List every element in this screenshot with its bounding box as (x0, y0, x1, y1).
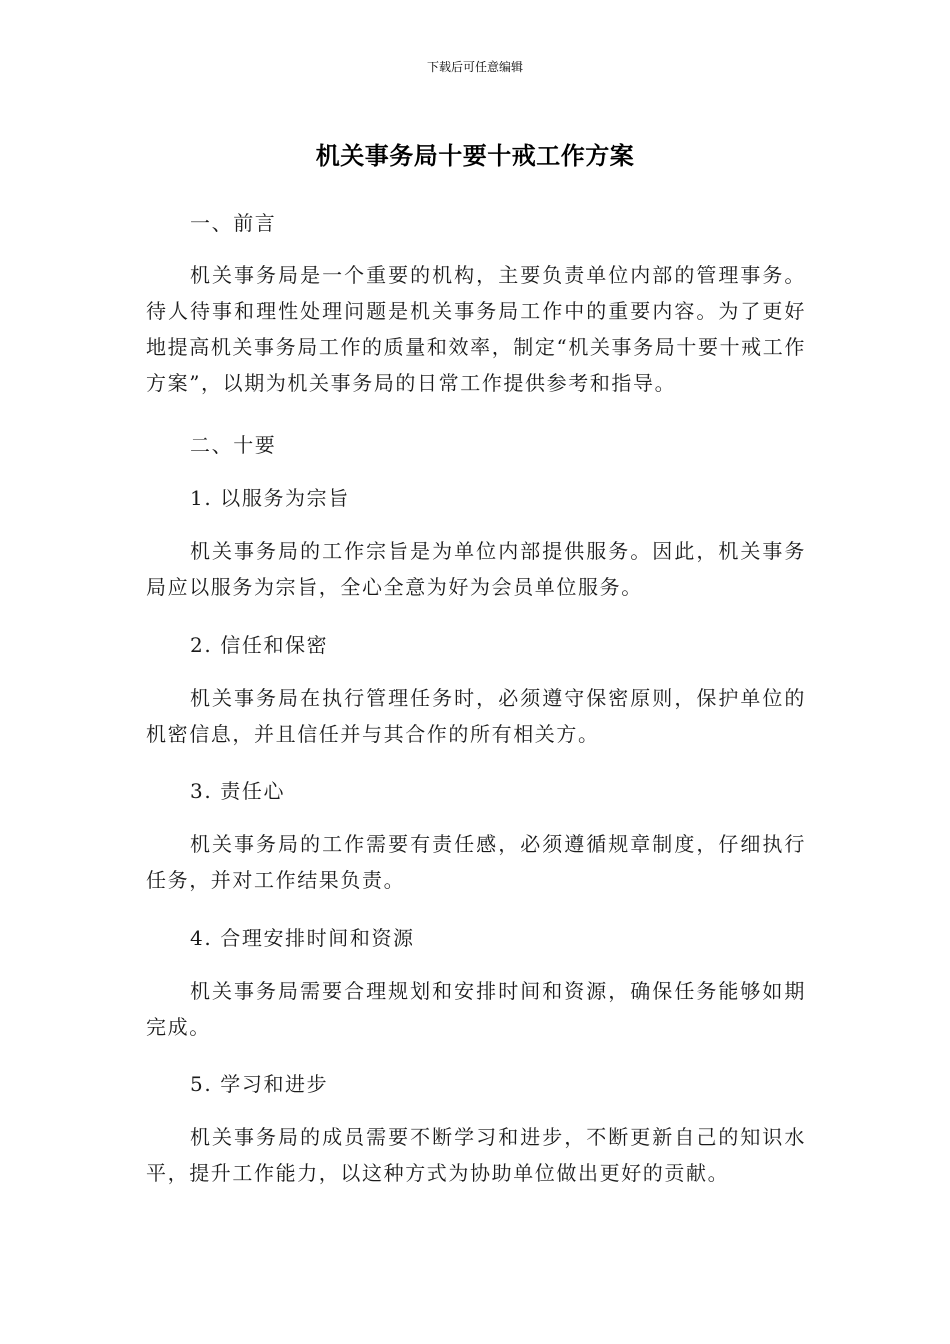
header-note: 下载后可任意编辑 (426, 60, 523, 74)
item-heading-1: 1. 以服务为宗旨 (190, 486, 350, 510)
item-paragraph-4: 机关事务局需要合理规划和安排时间和资源，确保任务能够如期完成。 (146, 979, 806, 1039)
section-heading-preface: 一、前言 (190, 211, 277, 235)
document-title: 机关事务局十要十戒工作方案 (315, 142, 635, 170)
item-heading-2: 2. 信任和保密 (190, 633, 329, 657)
item-heading-5: 5. 学习和进步 (190, 1072, 329, 1096)
item-heading-3: 3. 责任心 (190, 779, 286, 803)
item-paragraph-5: 机关事务局的成员需要不断学习和进步，不断更新自己的知识水平，提升工作能力，以这种方式为协助单位做出更好的贡献。 (146, 1125, 806, 1185)
item-heading-4: 4. 合理安排时间和资源 (190, 926, 415, 950)
item-paragraph-1: 机关事务局的工作宗旨是为单位内部提供服务。因此，机关事务局应以服务为宗旨，全心全意为好为会员单位服务。 (146, 539, 806, 599)
item-paragraph-2: 机关事务局在执行管理任务时，必须遵守保密原则，保护单位的机密信息，并且信任并与其合作的所有相关方。 (146, 686, 806, 746)
paragraph-preface: 机关事务局是一个重要的机构，主要负责单位内部的管理事务。待人待事和理性处理问题是机关事务局工作中的重要内容。为了更好地提高机关事务局工作的质量和效率，制定“机关事务局十要十戒工作方案”，以期为机关事务局的日常工作提供参考和指导。 (146, 263, 806, 395)
item-paragraph-3: 机关事务局的工作需要有责任感，必须遵循规章制度，仔细执行任务，并对工作结果负责。 (146, 832, 806, 892)
section-heading-ten-musts: 二、十要 (190, 433, 277, 457)
